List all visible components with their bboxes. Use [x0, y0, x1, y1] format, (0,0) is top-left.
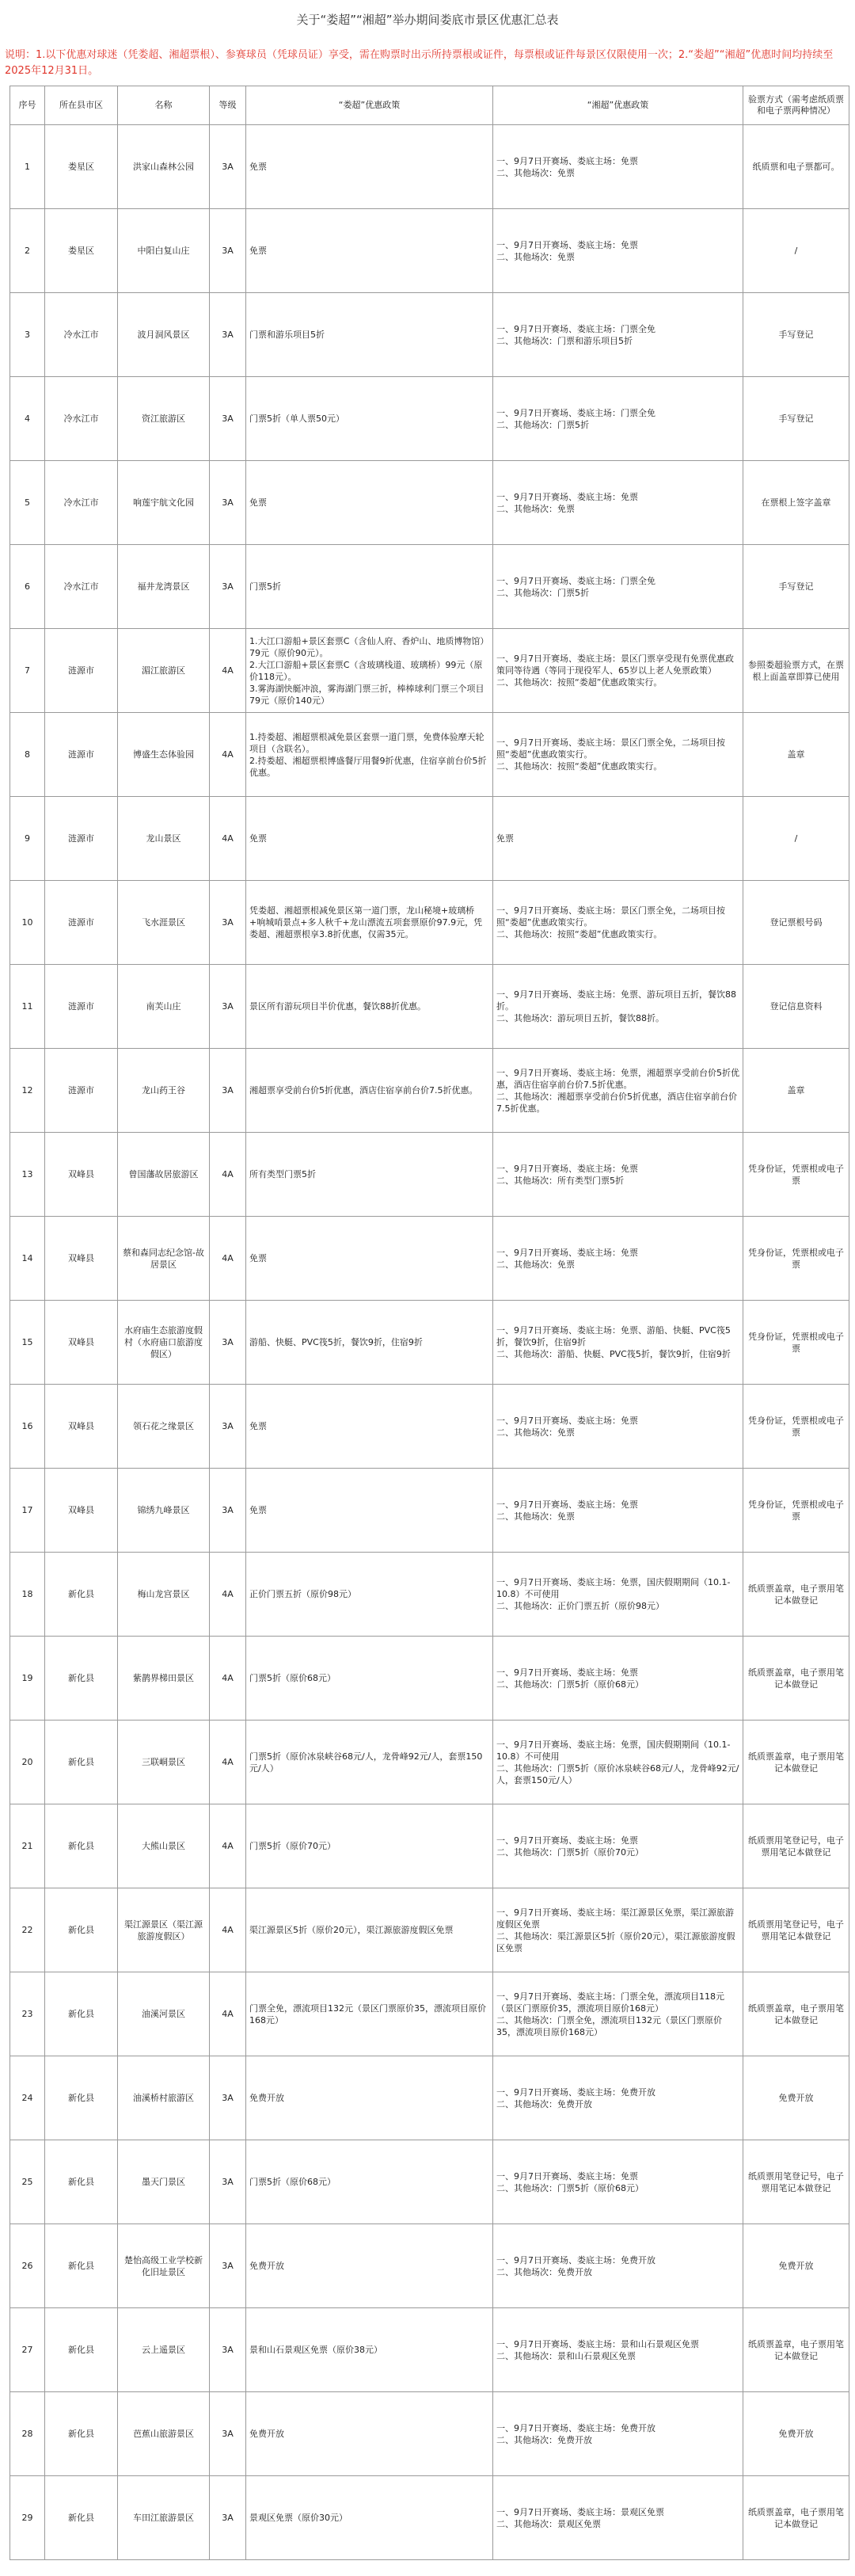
- row-level: 3A: [210, 461, 246, 545]
- row-check-method: 手写登记: [743, 377, 849, 461]
- row-lou-policy: 渠江源景区5折（原价20元），渠江源旅游度假区免票: [246, 1888, 493, 1972]
- row-number: 9: [10, 797, 45, 881]
- row-area: 新化县: [45, 1553, 118, 1637]
- row-xiang-policy: 一、9月7日开赛场、娄底主场：景和山石景观区免票 二、其他场次：景和山石景观区免票: [493, 2308, 743, 2392]
- row-name: 渠江源景区（渠江源旅游度假区）: [118, 1888, 210, 1972]
- row-xiang-policy: 一、9月7日开赛场、娄底主场：免票 二、其他场次：免票: [493, 209, 743, 293]
- row-name: 芭蕉山旅游景区: [118, 2392, 210, 2476]
- row-number: 3: [10, 293, 45, 377]
- row-number: 21: [10, 1804, 45, 1888]
- row-name: 曾国藩故居旅游区: [118, 1133, 210, 1217]
- row-xiang-policy: 一、9月7日开赛场、娄底主场：免票 二、其他场次：免票: [493, 1469, 743, 1553]
- row-name: 博盛生态体验园: [118, 713, 210, 797]
- row-level: 3A: [210, 293, 246, 377]
- discount-table: [10, 86, 849, 2560]
- row-area: 双峰县: [45, 1301, 118, 1385]
- table-row: [10, 293, 849, 377]
- row-check-method: 登记票根号码: [743, 881, 849, 965]
- row-name: 锦绣九峰景区: [118, 1469, 210, 1553]
- row-xiang-policy: 一、9月7日开赛场、娄底主场：景区门票全免，二场项目按照“娄超”优惠政策实行。 二、其他场次：按照“娄超”优惠政策实行。: [493, 713, 743, 797]
- row-check-method: 纸质票盖章，电子票用笔记本做登记: [743, 1553, 849, 1637]
- table-row: [10, 1721, 849, 1804]
- row-level: 4A: [210, 1217, 246, 1301]
- row-lou-policy: 免票: [246, 1469, 493, 1553]
- row-area: 涟源市: [45, 881, 118, 965]
- header-area: 所在县市区: [45, 86, 118, 125]
- row-name: 三联峒景区: [118, 1721, 210, 1804]
- table-row: [10, 965, 849, 1049]
- row-area: 新化县: [45, 2392, 118, 2476]
- row-check-method: 参照娄超验票方式，在票根上面盖章即算已使用: [743, 629, 849, 713]
- row-lou-policy: 所有类型门票5折: [246, 1133, 493, 1217]
- row-xiang-policy: 一、9月7日开赛场、娄底主场：免票、游船、快艇、PVC筏5折，餐饮9折，住宿9折 二、其他场次：游船、快艇、PVC筏5折，餐饮9折，住宿9折: [493, 1301, 743, 1385]
- row-level: 3A: [210, 1385, 246, 1469]
- row-xiang-policy: 一、9月7日开赛场、娄底主场：免票 二、其他场次：免票: [493, 125, 743, 209]
- row-number: 29: [10, 2476, 45, 2560]
- table-header-row: [10, 86, 849, 125]
- row-number: 12: [10, 1049, 45, 1133]
- row-level: 3A: [210, 2224, 246, 2308]
- row-level: 4A: [210, 1804, 246, 1888]
- row-level: 3A: [210, 209, 246, 293]
- row-name: 湄江旅游区: [118, 629, 210, 713]
- table-row: [10, 209, 849, 293]
- row-number: 2: [10, 209, 45, 293]
- row-number: 1: [10, 125, 45, 209]
- row-check-method: 在票根上签字盖章: [743, 461, 849, 545]
- row-number: 20: [10, 1721, 45, 1804]
- row-xiang-policy: 一、9月7日开赛场、娄底主场：免票 二、其他场次：免票: [493, 1385, 743, 1469]
- row-check-method: /: [743, 797, 849, 881]
- row-name: 洪家山森林公园: [118, 125, 210, 209]
- row-number: 16: [10, 1385, 45, 1469]
- row-name: 南芙山庄: [118, 965, 210, 1049]
- table-row: [10, 881, 849, 965]
- row-check-method: 凭身份证，凭票根或电子票: [743, 1301, 849, 1385]
- row-lou-policy: 门票和游乐项目5折: [246, 293, 493, 377]
- row-check-method: 手写登记: [743, 293, 849, 377]
- row-name: 领石花之缘景区: [118, 1385, 210, 1469]
- row-name: 响莲宇航文化园: [118, 461, 210, 545]
- row-number: 10: [10, 881, 45, 965]
- row-lou-policy: 免票: [246, 1217, 493, 1301]
- table-row: [10, 545, 849, 629]
- row-number: 24: [10, 2056, 45, 2140]
- table-row: [10, 461, 849, 545]
- row-lou-policy: 正价门票五折（原价98元）: [246, 1553, 493, 1637]
- row-check-method: 纸质票盖章，电子票用笔记本做登记: [743, 1637, 849, 1721]
- row-name: 资江旅游区: [118, 377, 210, 461]
- row-check-method: 纸质票用笔登记号，电子票用笔记本做登记: [743, 1804, 849, 1888]
- row-lou-policy: 门票5折（单人票50元）: [246, 377, 493, 461]
- table-row: [10, 1469, 849, 1553]
- row-level: 3A: [210, 881, 246, 965]
- row-check-method: 登记信息资料: [743, 965, 849, 1049]
- row-check-method: 纸质票盖章，电子票用笔记本做登记: [743, 2476, 849, 2560]
- row-lou-policy: 凭娄超、湘超票根减免景区第一道门票，龙山秘境+玻璃桥+响城哨景点+多人秋千+龙山漂流五项套票原价97.9元，凭娄超、湘超票根享3.8折优惠，仅需35元。: [246, 881, 493, 965]
- row-lou-policy: 门票全免，漂流项目132元（景区门票原价35，漂流项目原价168元）: [246, 1972, 493, 2056]
- table-row: [10, 1804, 849, 1888]
- row-xiang-policy: 一、9月7日开赛场、娄底主场：门票全免 二、其他场次：门票和游乐项目5折: [493, 293, 743, 377]
- table-row: [10, 713, 849, 797]
- row-xiang-policy: 一、9月7日开赛场、娄底主场：免票 二、其他场次：门票5折（原价70元）: [493, 1804, 743, 1888]
- row-number: 27: [10, 2308, 45, 2392]
- row-check-method: /: [743, 209, 849, 293]
- row-name: 梅山龙宫景区: [118, 1553, 210, 1637]
- row-xiang-policy: 一、9月7日开赛场、娄底主场：景区门票享受现有免票优惠政策同等待遇（等同于现役军人、65岁以上老人免票政策） 二、其他场次：按照“娄超”优惠政策实行。: [493, 629, 743, 713]
- row-level: 3A: [210, 1301, 246, 1385]
- header-no: 序号: [10, 86, 45, 125]
- row-area: 新化县: [45, 2308, 118, 2392]
- row-check-method: 纸质票用笔登记号，电子票用笔记本做登记: [743, 1888, 849, 1972]
- row-number: 22: [10, 1888, 45, 1972]
- row-xiang-policy: 一、9月7日开赛场、娄底主场：免票，国庆假期期间（10.1-10.8）不可使用 二、其他场次：正价门票五折（原价98元）: [493, 1553, 743, 1637]
- row-area: 涟源市: [45, 797, 118, 881]
- row-name: 油溪桥村旅游区: [118, 2056, 210, 2140]
- row-check-method: 纸质票和电子票都可。: [743, 125, 849, 209]
- row-number: 7: [10, 629, 45, 713]
- table-row: [10, 1385, 849, 1469]
- row-level: 3A: [210, 2140, 246, 2224]
- row-area: 涟源市: [45, 1049, 118, 1133]
- table-row: [10, 629, 849, 713]
- row-area: 娄星区: [45, 209, 118, 293]
- row-xiang-policy: 一、9月7日开赛场、娄底主场：免费开放 二、其他场次：免费开放: [493, 2224, 743, 2308]
- row-lou-policy: 景和山石景观区免票（原价38元）: [246, 2308, 493, 2392]
- row-check-method: 盖章: [743, 713, 849, 797]
- table-row: [10, 1301, 849, 1385]
- row-lou-policy: 门票5折（原价68元）: [246, 1637, 493, 1721]
- row-lou-policy: 免费开放: [246, 2056, 493, 2140]
- header-level: 等级: [210, 86, 246, 125]
- row-xiang-policy: 一、9月7日开赛场、娄底主场：免费开放 二、其他场次：免费开放: [493, 2392, 743, 2476]
- row-area: 新化县: [45, 2140, 118, 2224]
- table-row: [10, 2392, 849, 2476]
- row-xiang-policy: 一、9月7日开赛场、娄底主场：门票全免 二、其他场次：门票5折: [493, 377, 743, 461]
- row-name: 墨天门景区: [118, 2140, 210, 2224]
- row-area: 涟源市: [45, 713, 118, 797]
- row-area: 双峰县: [45, 1217, 118, 1301]
- row-lou-policy: 景区所有游玩项目半价优惠，餐饮88折优惠。: [246, 965, 493, 1049]
- row-name: 紫鹊界梯田景区: [118, 1637, 210, 1721]
- row-level: 4A: [210, 1133, 246, 1217]
- row-level: 3A: [210, 1049, 246, 1133]
- row-name: 蔡和森同志纪念馆-故居景区: [118, 1217, 210, 1301]
- row-check-method: 纸质票盖章，电子票用笔记本做登记: [743, 2308, 849, 2392]
- row-number: 25: [10, 2140, 45, 2224]
- row-check-method: 盖章: [743, 1049, 849, 1133]
- row-number: 14: [10, 1217, 45, 1301]
- row-xiang-policy: 一、9月7日开赛场、娄底主场：门票全免，漂流项目118元（景区门票原价35，漂流项目原价168元） 二、其他场次：门票全免，漂流项目132元（景区门票原价35，漂流项目原价168元）: [493, 1972, 743, 2056]
- row-xiang-policy: 一、9月7日开赛场、娄底主场：免票 二、其他场次：免票: [493, 1217, 743, 1301]
- table-row: [10, 377, 849, 461]
- table-row: [10, 1637, 849, 1721]
- row-area: 新化县: [45, 1637, 118, 1721]
- row-level: 4A: [210, 1972, 246, 2056]
- row-xiang-policy: 一、9月7日开赛场、娄底主场：渠江源景区免票，渠江源旅游度假区免票 二、其他场次：渠江源景区5折（原价20元），渠江源旅游度假区免票: [493, 1888, 743, 1972]
- row-name: 波月洞风景区: [118, 293, 210, 377]
- row-check-method: 纸质票用笔登记号，电子票用笔记本做登记: [743, 2140, 849, 2224]
- row-lou-policy: 湘超票享受前台价5折优惠，酒店住宿享前台价7.5折优惠。: [246, 1049, 493, 1133]
- row-lou-policy: 门票5折（原价70元）: [246, 1804, 493, 1888]
- row-area: 冷水江市: [45, 461, 118, 545]
- row-check-method: 纸质票盖章，电子票用笔记本做登记: [743, 1972, 849, 2056]
- row-number: 6: [10, 545, 45, 629]
- header-xiang-policy: “湘超”优惠政策: [493, 86, 743, 125]
- row-area: 新化县: [45, 1888, 118, 1972]
- table-row: [10, 125, 849, 209]
- row-area: 新化县: [45, 2476, 118, 2560]
- row-xiang-policy: 一、9月7日开赛场、娄底主场：免票 二、其他场次：免票: [493, 461, 743, 545]
- row-number: 19: [10, 1637, 45, 1721]
- row-number: 15: [10, 1301, 45, 1385]
- row-name: 水府庙生态旅游度假村（水府庙口旅游度假区）: [118, 1301, 210, 1385]
- row-level: 3A: [210, 377, 246, 461]
- row-level: 3A: [210, 125, 246, 209]
- table-row: [10, 2056, 849, 2140]
- row-area: 娄星区: [45, 125, 118, 209]
- row-area: 冷水江市: [45, 293, 118, 377]
- row-level: 3A: [210, 2056, 246, 2140]
- row-xiang-policy: 一、9月7日开赛场、娄底主场：免票，国庆假期期间（10.1-10.8）不可使用 二、其他场次：门票5折（原价冰泉峡谷68元/人，龙骨峰92元/人，套票150元/人）: [493, 1721, 743, 1804]
- table-row: [10, 2140, 849, 2224]
- row-number: 23: [10, 1972, 45, 2056]
- row-check-method: 凭身份证，凭票根或电子票: [743, 1385, 849, 1469]
- row-level: 4A: [210, 1721, 246, 1804]
- row-level: 3A: [210, 1469, 246, 1553]
- row-level: 4A: [210, 1637, 246, 1721]
- row-lou-policy: 门票5折（原价冰泉峡谷68元/人，龙骨峰92元/人，套票150元/人）: [246, 1721, 493, 1804]
- row-area: 新化县: [45, 2224, 118, 2308]
- row-lou-policy: 免票: [246, 209, 493, 293]
- row-area: 冷水江市: [45, 377, 118, 461]
- row-check-method: 免费开放: [743, 2392, 849, 2476]
- table-row: [10, 2224, 849, 2308]
- row-level: 3A: [210, 965, 246, 1049]
- row-area: 涟源市: [45, 965, 118, 1049]
- row-level: 4A: [210, 629, 246, 713]
- table-row: [10, 1133, 849, 1217]
- row-check-method: 手写登记: [743, 545, 849, 629]
- row-area: 新化县: [45, 2056, 118, 2140]
- row-area: 双峰县: [45, 1133, 118, 1217]
- row-xiang-policy: 一、9月7日开赛场、娄底主场：免票 二、其他场次：门票5折（原价68元）: [493, 2140, 743, 2224]
- table-row: [10, 2308, 849, 2392]
- row-level: 4A: [210, 1553, 246, 1637]
- row-xiang-policy: 一、9月7日开赛场、娄底主场：景观区免票 二、其他场次：景观区免票: [493, 2476, 743, 2560]
- table-row: [10, 1217, 849, 1301]
- row-lou-policy: 免票: [246, 461, 493, 545]
- row-area: 冷水江市: [45, 545, 118, 629]
- row-area: 双峰县: [45, 1385, 118, 1469]
- row-xiang-policy: 一、9月7日开赛场、娄底主场：免费开放 二、其他场次：免费开放: [493, 2056, 743, 2140]
- row-check-method: 凭身份证，凭票根或电子票: [743, 1133, 849, 1217]
- row-area: 新化县: [45, 1972, 118, 2056]
- row-level: 4A: [210, 1888, 246, 1972]
- row-area: 新化县: [45, 1721, 118, 1804]
- row-xiang-policy: 免票: [493, 797, 743, 881]
- row-lou-policy: 免费开放: [246, 2392, 493, 2476]
- row-number: 13: [10, 1133, 45, 1217]
- row-number: 8: [10, 713, 45, 797]
- table-row: [10, 1972, 849, 2056]
- row-number: 18: [10, 1553, 45, 1637]
- table-row: [10, 1553, 849, 1637]
- header-check-method: 验票方式（需考虑纸质票和电子票两种情况）: [743, 86, 849, 125]
- row-check-method: 免费开放: [743, 2056, 849, 2140]
- row-lou-policy: 门票5折（原价68元）: [246, 2140, 493, 2224]
- table-row: [10, 1049, 849, 1133]
- row-lou-policy: 免票: [246, 125, 493, 209]
- row-xiang-policy: 一、9月7日开赛场、娄底主场：免票、游玩项目五折，餐饮88折。 二、其他场次：游玩项目五折，餐饮88折。: [493, 965, 743, 1049]
- row-number: 26: [10, 2224, 45, 2308]
- row-lou-policy: 1.大江口游船+景区套票C（含仙人府、香炉山、地质博物馆）79元（原价90元）。 2.大江口游船+景区套票C（含玻璃栈道、玻璃桥）99元（原价118元）。 3.雾海湖快艇冲浪，雾海湖门票三折，棒棒球利门票三个项目79元（原价140元）: [246, 629, 493, 713]
- row-lou-policy: 1.持娄超、湘超票根减免景区套票一道门票，免费体验摩天轮项目（含联名）。 2.持娄超、湘超票根博盛餐厅用餐9折优惠，住宿享前台价5折优惠。: [246, 713, 493, 797]
- row-xiang-policy: 一、9月7日开赛场、娄底主场：门票全免 二、其他场次：门票5折: [493, 545, 743, 629]
- row-name: 飞水涯景区: [118, 881, 210, 965]
- row-name: 楚怡高级工业学校新化旧址景区: [118, 2224, 210, 2308]
- table-row: [10, 2476, 849, 2560]
- row-xiang-policy: 一、9月7日开赛场、娄底主场：免票 二、其他场次：所有类型门票5折: [493, 1133, 743, 1217]
- row-check-method: 凭身份证，凭票根或电子票: [743, 1469, 849, 1553]
- table-row: [10, 1888, 849, 1972]
- row-lou-policy: 游船、快艇、PVC筏5折，餐饮9折，住宿9折: [246, 1301, 493, 1385]
- row-level: 3A: [210, 2476, 246, 2560]
- page-title: 关于“娄超”“湘超”举办期间娄底市景区优惠汇总表: [296, 13, 559, 27]
- row-level: 3A: [210, 2308, 246, 2392]
- row-check-method: 免费开放: [743, 2224, 849, 2308]
- row-name: 中阳白复山庄: [118, 209, 210, 293]
- row-number: 17: [10, 1469, 45, 1553]
- row-name: 车田江旅游景区: [118, 2476, 210, 2560]
- row-lou-policy: 景观区免票（原价30元）: [246, 2476, 493, 2560]
- row-check-method: 凭身份证，凭票根或电子票: [743, 1217, 849, 1301]
- row-lou-policy: 免票: [246, 797, 493, 881]
- header-name: 名称: [118, 86, 210, 125]
- row-level: 3A: [210, 545, 246, 629]
- row-level: 4A: [210, 797, 246, 881]
- row-number: 5: [10, 461, 45, 545]
- row-lou-policy: 门票5折: [246, 545, 493, 629]
- row-name: 福井龙湾景区: [118, 545, 210, 629]
- row-area: 新化县: [45, 1804, 118, 1888]
- row-name: 油溪河景区: [118, 1972, 210, 2056]
- notice-text: 说明：1.以下优惠对球迷（凭娄超、湘超票根）、参赛球员（凭球员证）享受，需在购票时出示所持票根或证件，每票根或证件每景区仅限使用一次；2.“娄超”“湘超”优惠时间均持续至2025年12月31日。: [5, 49, 834, 77]
- row-level: 4A: [210, 713, 246, 797]
- row-lou-policy: 免费开放: [246, 2224, 493, 2308]
- row-area: 涟源市: [45, 629, 118, 713]
- row-number: 4: [10, 377, 45, 461]
- row-name: 龙山药王谷: [118, 1049, 210, 1133]
- header-lou-policy: “娄超”优惠政策: [246, 86, 493, 125]
- row-xiang-policy: 一、9月7日开赛场、娄底主场：景区门票全免，二场项目按照“娄超”优惠政策实行。 二、其他场次：按照“娄超”优惠政策实行。: [493, 881, 743, 965]
- row-xiang-policy: 一、9月7日开赛场、娄底主场：免票 二、其他场次：门票5折（原价68元）: [493, 1637, 743, 1721]
- row-name: 云上遥景区: [118, 2308, 210, 2392]
- row-area: 双峰县: [45, 1469, 118, 1553]
- row-name: 龙山景区: [118, 797, 210, 881]
- row-name: 大熊山景区: [118, 1804, 210, 1888]
- row-number: 28: [10, 2392, 45, 2476]
- row-xiang-policy: 一、9月7日开赛场、娄底主场：免票，湘超票享受前台价5折优惠，酒店住宿享前台价7.5折优惠。 二、其他场次：湘超票享受前台价5折优惠，酒店住宿享前台价7.5折优惠。: [493, 1049, 743, 1133]
- row-number: 11: [10, 965, 45, 1049]
- row-check-method: 纸质票盖章，电子票用笔记本做登记: [743, 1721, 849, 1804]
- table-row: [10, 797, 849, 881]
- row-lou-policy: 免票: [246, 1385, 493, 1469]
- row-level: 3A: [210, 2392, 246, 2476]
